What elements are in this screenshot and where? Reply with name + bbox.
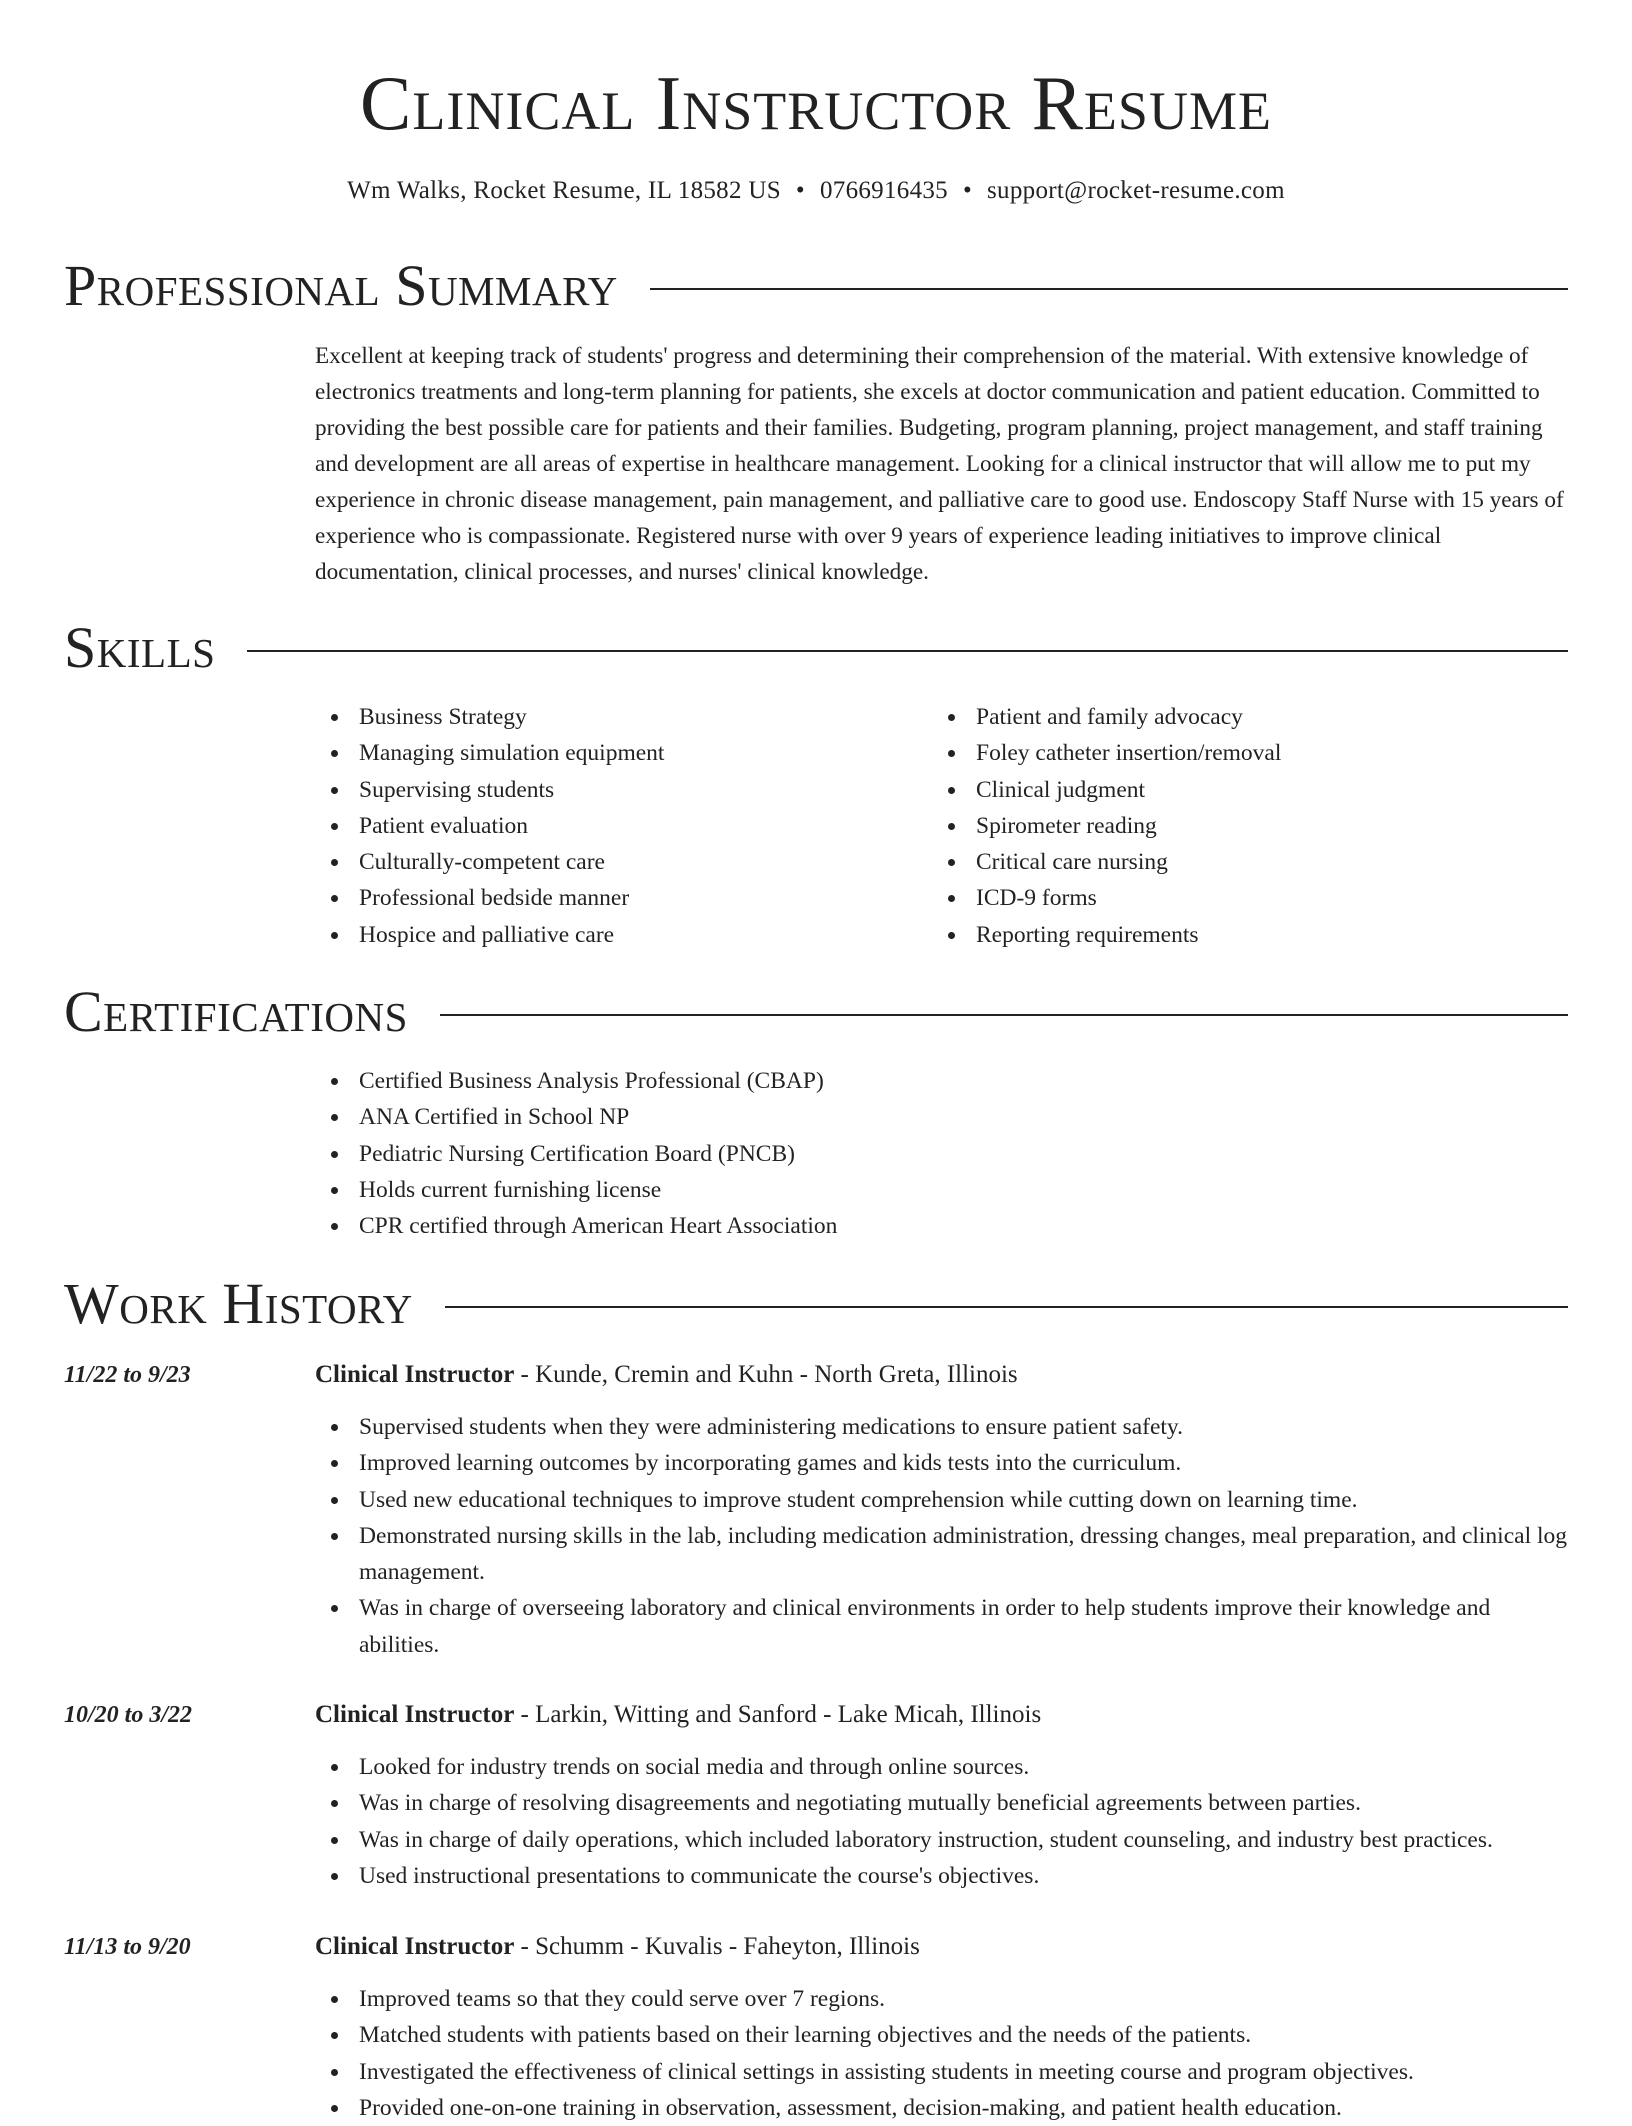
list-item: Holds current furnishing license xyxy=(315,1172,1575,1208)
list-item: Reporting requirements xyxy=(932,917,1572,953)
section-divider xyxy=(445,1306,1568,1308)
list-item: CPR certified through American Heart Association xyxy=(315,1208,1575,1244)
section-divider xyxy=(247,650,1568,652)
contact-email: support@rocket-resume.com xyxy=(987,177,1285,204)
job-heading xyxy=(315,1699,1041,1731)
work-history-heading: Work History xyxy=(64,1271,413,1336)
certifications-list xyxy=(315,1063,1575,1244)
job-role: Clinical Instructor xyxy=(315,1361,515,1388)
list-item: ICD-9 forms xyxy=(932,880,1572,916)
list-item: Clinical judgment xyxy=(932,772,1572,808)
list-item: Provided one-on-one training in observation, assessment, decision-making, and patient health education. xyxy=(315,2090,1575,2126)
job-dates: 11/13 to 9/20 xyxy=(64,1934,191,1960)
list-item: Patient and family advocacy xyxy=(932,699,1572,735)
list-item: Patient evaluation xyxy=(315,808,915,844)
skills-list-left xyxy=(315,699,915,953)
job-heading xyxy=(315,1931,920,1963)
section-divider xyxy=(650,288,1568,290)
contact-phone: 0766916435 xyxy=(819,177,948,204)
list-item: Matched students with patients based on their learning objectives and the needs of the patients. xyxy=(315,2017,1575,2053)
list-item: Was in charge of daily operations, which included laboratory instruction, student counseling, and industry best practices. xyxy=(315,1822,1575,1858)
list-item: Professional bedside manner xyxy=(315,880,915,916)
summary-heading: Professional Summary xyxy=(64,253,618,318)
summary-text: Excellent at keeping track of students' progress and determining their comprehension of the material. With extensive knowledge of electronics treatments and long-term planning for patients, she excels at doctor communication and patient education. Committed to providing the best possible care for patients and their families. Budgeting, program planning, project management, and staff training and development are all areas of expertise in healthcare management. Looking for a clinical instructor that will allow me to put my experience in chronic disease management, pain management, and palliative care to good use. Endoscopy Staff Nurse with 15 years of experience who is compassionate. Registered nurse with over 9 years of experience leading initiatives to improve clinical documentation, clinical processes, and nurses' clinical knowledge. xyxy=(315,343,1564,585)
list-item: Supervised students when they were administering medications to ensure patient safety. xyxy=(315,1409,1575,1445)
job-dates: 11/22 to 9/23 xyxy=(64,1362,191,1388)
job-bullets xyxy=(315,1749,1575,1894)
list-item: Culturally-competent care xyxy=(315,844,915,880)
list-item: Improved learning outcomes by incorporating games and kids tests into the curriculum. xyxy=(315,1445,1575,1481)
list-item: Demonstrated nursing skills in the lab, including medication administration, dressing changes, meal preparation, and clinical log management. xyxy=(315,1518,1575,1591)
list-item: Looked for industry trends on social media and through online sources. xyxy=(315,1749,1575,1785)
job-bullets xyxy=(315,1981,1575,2126)
list-item: Was in charge of overseeing laboratory and clinical environments in order to help students improve their knowledge and abilities. xyxy=(315,1590,1575,1663)
job-details: - Larkin, Witting and Sanford - Lake Micah, Illinois xyxy=(514,1701,1042,1728)
section-divider xyxy=(440,1014,1568,1016)
list-item: Pediatric Nursing Certification Board (PNCB) xyxy=(315,1136,1575,1172)
contact-line xyxy=(0,176,1632,206)
job-bullets xyxy=(315,1409,1575,1663)
list-item: Certified Business Analysis Professional (CBAP) xyxy=(315,1063,1575,1099)
job-role: Clinical Instructor xyxy=(315,1933,515,1960)
certifications-section-header xyxy=(64,980,1568,1044)
skills-heading: Skills xyxy=(64,615,216,680)
work-history-section-header xyxy=(64,1272,1568,1336)
contact-address: Wm Walks, Rocket Resume, IL 18582 US xyxy=(347,177,781,204)
list-item: Critical care nursing xyxy=(932,844,1572,880)
list-item: Supervising students xyxy=(315,772,915,808)
skills-list-right xyxy=(932,699,1572,953)
list-item: Business Strategy xyxy=(315,699,915,735)
list-item: Managing simulation equipment xyxy=(315,735,915,771)
job-heading xyxy=(315,1359,1018,1391)
list-item: Was in charge of resolving disagreements and negotiating mutually beneficial agreements between parties. xyxy=(315,1785,1575,1821)
list-item: Foley catheter insertion/removal xyxy=(932,735,1572,771)
list-item: Hospice and palliative care xyxy=(315,917,915,953)
job-details: - Kunde, Cremin and Kuhn - North Greta, Illinois xyxy=(514,1361,1018,1388)
list-item: Improved teams so that they could serve over 7 regions. xyxy=(315,1981,1575,2017)
certifications-heading: Certifications xyxy=(64,979,408,1044)
skills-section-header xyxy=(64,616,1568,680)
list-item: Investigated the effectiveness of clinical settings in assisting students in meeting course and program objectives. xyxy=(315,2054,1575,2090)
job-dates: 10/20 to 3/22 xyxy=(64,1702,193,1728)
job-details: - Schumm - Kuvalis - Faheyton, Illinois xyxy=(514,1933,920,1960)
contact-separator: • xyxy=(795,177,805,204)
list-item: Used instructional presentations to communicate the course's objectives. xyxy=(315,1858,1575,1894)
contact-separator: • xyxy=(962,177,973,204)
list-item: ANA Certified in School NP xyxy=(315,1099,1575,1135)
list-item: Spirometer reading xyxy=(932,808,1572,844)
summary-section-header xyxy=(64,254,1568,318)
page-title: Clinical Instructor Resume xyxy=(360,60,1272,146)
list-item: Used new educational techniques to improve student comprehension while cutting down on learning time. xyxy=(315,1482,1575,1518)
job-role: Clinical Instructor xyxy=(315,1701,515,1728)
